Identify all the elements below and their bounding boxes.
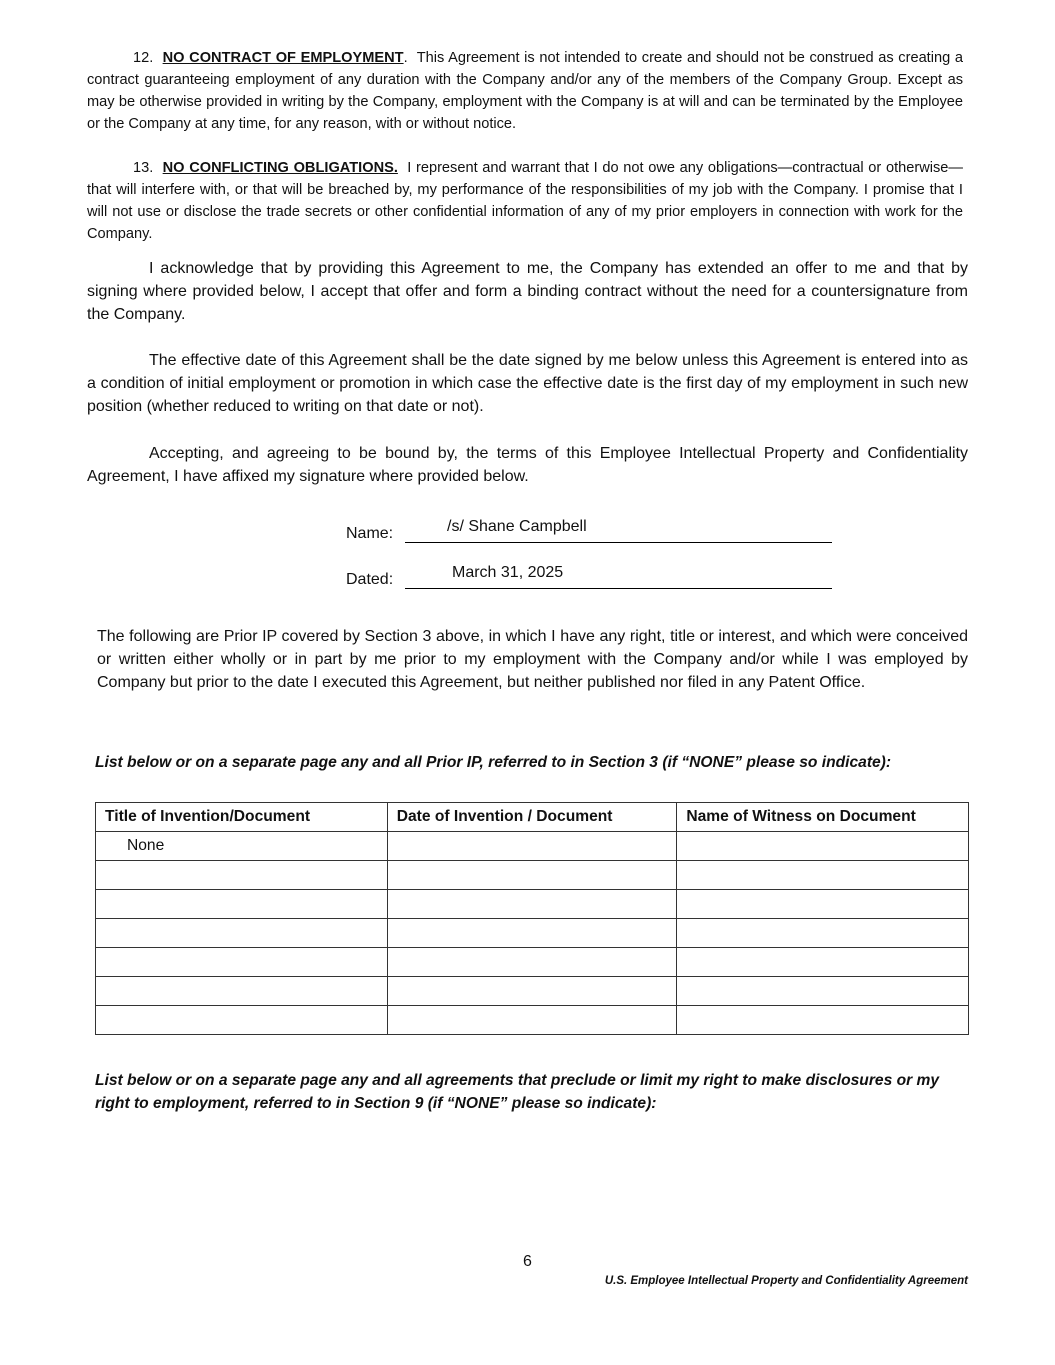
table-cell <box>387 919 677 948</box>
table-cell <box>387 1006 677 1035</box>
table-row <box>96 919 969 948</box>
prior-ip-table <box>95 802 969 1035</box>
header-date-of-invention: Date of Invention / Document <box>387 803 677 832</box>
section-13-number: 13. <box>133 160 154 176</box>
effective-date-paragraph: The effective date of this Agreement shall be the date signed by me below unless this Agreement is entered into as a condition of initial employment or promotion in which case the effective date is the first day of my employment in such new position (whether reduced to writing on that date or not). <box>87 352 968 415</box>
table-cell <box>96 948 388 977</box>
table-row <box>96 1006 969 1035</box>
table-cell <box>677 832 969 861</box>
section-12-number: 12. <box>133 50 154 66</box>
accepting-paragraph: Accepting, and agreeing to be bound by, the terms of this Employee Intellectual Property and Confidentiality Agreement, I have affixed my signature where provided below. <box>87 445 968 485</box>
table-cell <box>387 977 677 1006</box>
signature-date-value: March 31, 2025 <box>452 564 564 581</box>
table-cell <box>677 1006 969 1035</box>
footer-document-title: U.S. Employee Intellectual Property and Confidentiality Agreement <box>604 1275 968 1287</box>
table-row <box>96 948 969 977</box>
signature-name-value: /s/ Shane Campbell <box>447 518 587 535</box>
table-row <box>96 890 969 919</box>
agreements-instruction: List below or on a separate page any and all agreements that preclude or limit my right to make disclosures or my right to employment, referred to in Section 9 (if “NONE” please so indicate): <box>95 1072 940 1112</box>
table-cell <box>96 890 388 919</box>
table-cell <box>677 919 969 948</box>
section-13-heading: NO CONFLICTING OBLIGATIONS. <box>162 160 398 176</box>
table-cell <box>677 861 969 890</box>
table-cell <box>677 890 969 919</box>
table-cell <box>96 861 388 890</box>
table-cell <box>387 861 677 890</box>
section-13 <box>87 157 963 245</box>
table-cell <box>96 919 388 948</box>
header-title-of-invention: Title of Invention/Document <box>96 803 388 832</box>
prior-ip-instruction: List below or on a separate page any and all Prior IP, referred to in Section 3 (if “NONE” please so indicate): <box>95 754 892 771</box>
name-label: Name: <box>346 525 394 542</box>
table-row <box>96 977 969 1006</box>
table-cell <box>96 977 388 1006</box>
dated-signature-line <box>405 588 832 589</box>
prior-ip-paragraph: The following are Prior IP covered by Section 3 above, in which I have any right, title or interest, and which were conceived or written either wholly or in part by me prior to my employment with the Company and/or while I was employed by Company but prior to the date I executed this Agreement, but neither published nor filed in any Patent Office. <box>97 628 968 691</box>
section-12-heading: NO CONTRACT OF EMPLOYMENT <box>162 50 404 66</box>
table-row <box>96 832 969 861</box>
acknowledge-paragraph: I acknowledge that by providing this Agreement to me, the Company has extended an offer to me and that by signing where provided below, I accept that offer and form a binding contract without the need for a countersignature from the Company. <box>87 260 968 323</box>
table-cell <box>96 1006 388 1035</box>
section-12: 12. NO CONTRACT OF EMPLOYMENT. This Agreement is not intended to create and should not be construed as creating a contract guaranteeing employment of any duration with the Company and/or any of the members of the Company Group. Except as may be otherwise provided in writing by the Company, employment with the Company is at will and can be terminated by the Employee or the Company at any time, for any reason, with or without notice. <box>87 50 963 132</box>
dated-label: Dated: <box>346 571 394 588</box>
table-row <box>96 861 969 890</box>
table-cell: None <box>96 832 388 861</box>
name-signature-line <box>405 542 832 543</box>
table-header-row <box>96 803 969 832</box>
header-name-of-witness: Name of Witness on Document <box>677 803 969 832</box>
table-cell <box>677 977 969 1006</box>
table-cell <box>677 948 969 977</box>
section-12-body: This Agreement is not intended to create and should not be construed as creating a contract guaranteeing employment of any duration with the Company and/or any of the members of the Company Group. Except as may be otherwise provided in writing by the Company, employment with the Company is at will and can be terminated by the Employee or the Company at any time, for any reason, with or without notice. <box>87 50 963 132</box>
table-cell <box>387 948 677 977</box>
table-cell <box>387 832 677 861</box>
section-13-body: I represent and warrant that I do not owe any obligations—contractual or otherwise—that will interfere with, or that will be breached by, my performance of the responsibilities of my job with the Company. I promise that I will not use or disclose the trade secrets or other confidential information of any of my prior employers in connection with work for the Company. <box>87 160 964 242</box>
page-number: 6 <box>523 1253 532 1270</box>
table-cell <box>387 890 677 919</box>
